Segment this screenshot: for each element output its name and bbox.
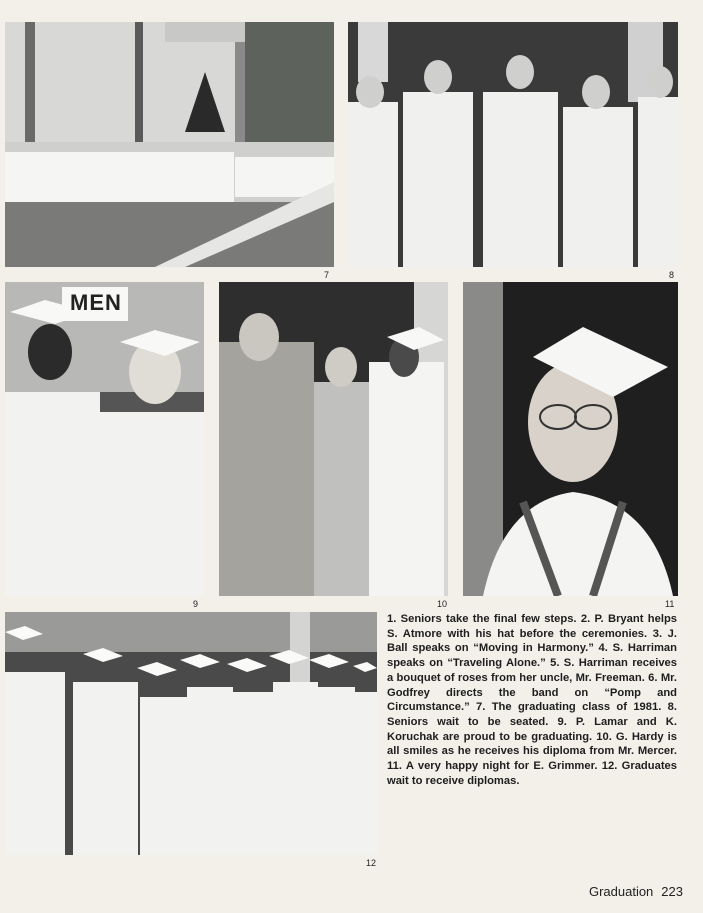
page-number: 223 xyxy=(661,884,683,899)
page-footer xyxy=(589,884,683,899)
photo-12-graduates-waiting xyxy=(5,612,377,855)
photo-number-8: 8 xyxy=(669,270,675,280)
photo-number-9: 9 xyxy=(193,599,199,609)
photo-number-11: 11 xyxy=(665,599,675,609)
photo-caption-block: 1. Seniors take the final few steps. 2. P. Bryant helps S. Atmore with his hat before the ceremonies. 3. J. Ball speaks on “Moving in Harmony.” 4. S. Harriman speaks on “Traveling Alone.” 5. S. Harriman receives a bouquet of roses from her uncle, Mr. Freeman. 6. Mr. Godfrey directs the band on “Pomp and Circumstance.” 7. The graduating class of 1981. 8. Seniors wait to be seated. 9. P. Lamar and K. Koruchak are proud to be graduating. 10. G. Hardy is all smiles as he receives his diploma from Mr. Mercer. 11. A very happy night for E. Grimmer. 12. Graduates wait to receive diplomas. xyxy=(387,613,677,787)
men-sign: MEN xyxy=(70,290,122,315)
photo-number-10: 10 xyxy=(437,599,448,609)
photo-9-proud-graduates xyxy=(5,282,204,596)
photo-number-12: 12 xyxy=(366,858,377,868)
photo-number-7: 7 xyxy=(324,270,330,280)
section-title: Graduation xyxy=(588,884,654,899)
photo-11-happy-graduate xyxy=(463,282,678,596)
photo-8-seniors-waiting xyxy=(348,22,678,267)
photo-7-graduating-class xyxy=(5,22,334,267)
photo-10-diploma-handshake xyxy=(219,282,448,596)
